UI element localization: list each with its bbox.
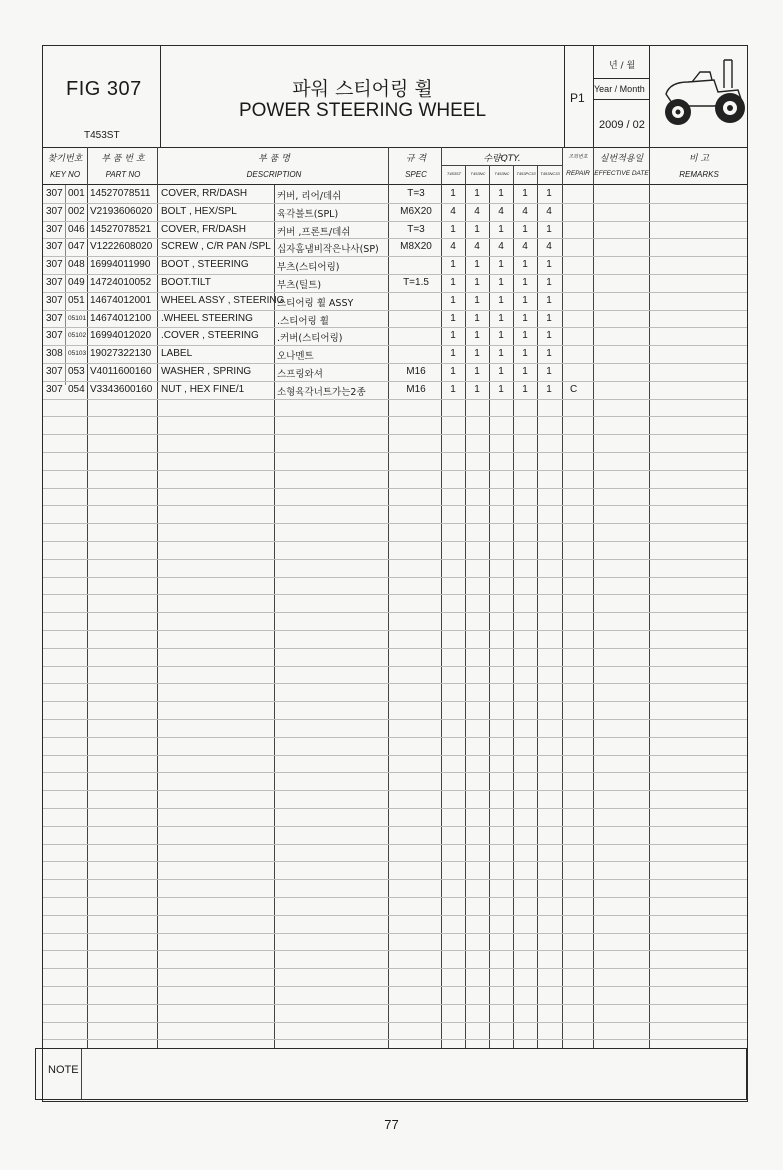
qty-cell: 4 — [522, 205, 528, 217]
desc-ko-cell: 소형육각너트가는2종 — [277, 386, 366, 398]
qty-model-2: T453NC — [470, 171, 486, 176]
part-cell: V2193606020 — [90, 205, 153, 217]
desc-ko-cell: 십자홈냄비작은나사(SP) — [277, 244, 379, 256]
rule-line — [43, 933, 747, 934]
col-remarks-en: REMARKS — [679, 170, 719, 179]
desc-cell: BOOT.TILT — [161, 277, 211, 288]
qty-cell: 1 — [474, 277, 480, 288]
rule-line — [43, 844, 747, 845]
note-label: NOTE — [48, 1064, 79, 1076]
rule-line — [43, 470, 747, 471]
divider-desc-ko — [274, 185, 275, 1048]
rule-line — [43, 203, 747, 204]
qty-cell: 1 — [450, 294, 456, 306]
qty-cell: 4 — [546, 241, 552, 253]
qty-cell: 1 — [450, 188, 456, 199]
qty-cell: 1 — [450, 312, 456, 324]
qty-cell: 4 — [498, 241, 504, 253]
desc-cell: .WHEEL STEERING — [161, 312, 253, 324]
qty-cell: 1 — [450, 366, 456, 377]
qty-cell: 1 — [450, 223, 456, 235]
qty-cell: 1 — [546, 383, 552, 395]
page-number: 77 — [384, 1117, 399, 1132]
qty-cell: 1 — [522, 277, 528, 288]
part-cell: 16994012020 — [90, 330, 152, 342]
rule-line — [43, 292, 747, 293]
desc-ko-cell: 부츠(틸트) — [277, 280, 322, 291]
col-spec-ko: 규 격 — [405, 154, 427, 164]
rule-line — [43, 950, 747, 951]
desc-cell: LABEL — [161, 348, 193, 360]
key-cell: 05101 — [68, 314, 87, 322]
col-eff-en: EFFECTIVE DATE — [594, 170, 649, 177]
qty-cell: 1 — [546, 348, 552, 360]
rule-line — [43, 577, 747, 578]
col-repair-en: REPAIR — [566, 170, 590, 177]
desc-ko-cell: 커버, 리어/데쉬 — [277, 191, 342, 202]
fig-cell: 307 — [46, 277, 63, 288]
col-desc-en: DESCRIPTION — [246, 170, 302, 179]
key-cell: 002 — [68, 205, 85, 217]
rule-line — [43, 559, 747, 560]
part-cell: V4011600160 — [90, 366, 152, 377]
qty-cell: 4 — [450, 205, 456, 217]
qty-cell: 1 — [498, 366, 504, 377]
spec-cell: T=3 — [407, 223, 425, 235]
qty-cell: 1 — [546, 312, 552, 324]
divider-desc-spec — [388, 147, 389, 1048]
qty-cell: 1 — [474, 366, 480, 377]
rule-line — [43, 755, 747, 756]
desc-cell: .COVER , STEERING — [161, 330, 259, 342]
col-key-en: KEY NO — [49, 170, 81, 179]
qty-cell: 1 — [450, 259, 456, 271]
key-cell: 048 — [68, 259, 85, 271]
col-key-ko: 찾기번호 — [47, 154, 83, 164]
rule-line — [43, 434, 747, 435]
part-cell: 19027322130 — [90, 348, 152, 360]
part-cell: 14674012001 — [90, 294, 152, 306]
fig-cell: 307 — [46, 366, 63, 377]
qty-cell: 1 — [546, 277, 552, 288]
qty-model-3: T453NC — [494, 171, 510, 176]
divider-key-part — [87, 147, 88, 1048]
rule-line — [43, 594, 747, 595]
rule-line — [43, 790, 747, 791]
rule-line — [43, 879, 747, 880]
part-cell: 16994011990 — [90, 259, 151, 271]
rule-line — [43, 968, 747, 969]
qty-cell: 1 — [450, 348, 456, 360]
rule-line — [43, 612, 747, 613]
col-spec-en: SPEC — [405, 170, 427, 179]
rule-line — [43, 861, 747, 862]
title-korean: 파워 스티어링 휠 — [292, 78, 433, 100]
qty-cell: 1 — [522, 188, 528, 199]
year-month-ko: 년 / 월 — [609, 61, 636, 71]
key-cell: 001 — [68, 188, 85, 199]
desc-ko-cell: 스티어링 휠 ASSY — [277, 297, 354, 309]
fig-cell: 307 — [46, 312, 63, 324]
rule-line — [43, 826, 747, 827]
rule-line — [43, 452, 747, 453]
qty-cell: 1 — [498, 348, 504, 360]
fig-cell: 307 — [46, 223, 63, 235]
rule-line — [43, 381, 747, 382]
rule-line — [43, 1039, 747, 1040]
divider-spec-qty — [441, 147, 442, 1048]
desc-ko-cell: .스티어링 휠 — [277, 315, 329, 327]
desc-ko-cell: 오나멘트 — [277, 351, 314, 363]
title-english: POWER STEERING WHEEL — [238, 100, 487, 121]
desc-ko-cell: 부츠(스티어링) — [277, 262, 340, 274]
qty-cell: 4 — [546, 205, 552, 217]
rule-line — [43, 541, 747, 542]
desc-cell: COVER, RR/DASH — [161, 188, 248, 199]
tractor-illustration — [652, 50, 746, 132]
qty-cell: 1 — [474, 259, 480, 271]
qty-cell: 1 — [474, 223, 480, 235]
qty-model-5: T453NC33 — [540, 171, 560, 176]
rule-line — [43, 523, 747, 524]
spec-cell: M8X20 — [400, 241, 432, 253]
part-cell: V1222608020 — [90, 241, 153, 253]
qty-cell: 4 — [474, 241, 480, 253]
rule-line — [43, 719, 747, 720]
spec-cell: M6X20 — [400, 205, 432, 217]
divider-fig-key — [65, 185, 66, 385]
desc-cell: NUT , HEX FINE/1 — [161, 383, 245, 395]
rule-line — [43, 772, 747, 773]
fig-cell: 307 — [46, 294, 63, 306]
repair-cell: C — [570, 383, 578, 395]
rule-line — [43, 505, 747, 506]
qty-cell: 1 — [546, 188, 552, 199]
desc-ko-cell: .커버(스티어링) — [277, 333, 343, 345]
qty-cell: 4 — [474, 205, 480, 217]
qty-cell: 1 — [546, 294, 552, 306]
rule-line — [43, 808, 747, 809]
col-eff-ko: 실번적용일 — [599, 154, 644, 164]
rule-line — [43, 274, 747, 275]
key-cell: 05103 — [68, 350, 87, 358]
qty-cell: 1 — [498, 294, 504, 306]
qty-cell: 1 — [522, 294, 528, 306]
desc-cell: BOOT , STEERING — [161, 259, 249, 271]
divider-part-desc — [157, 147, 158, 1048]
qty-cell: 1 — [546, 223, 552, 235]
qty-cell: 1 — [546, 366, 552, 377]
note-divider — [81, 1049, 82, 1099]
fig-cell: 307 — [46, 241, 63, 253]
spec-cell: T=1.5 — [403, 277, 429, 288]
spec-cell: M16 — [406, 366, 426, 377]
fig-cell: 307 — [46, 383, 63, 395]
desc-cell: COVER, FR/DASH — [161, 223, 247, 235]
part-cell: 14724010052 — [90, 277, 152, 288]
col-qty: 수량QTY. — [483, 154, 521, 164]
qty-cell: 1 — [450, 277, 456, 288]
key-cell: 051 — [68, 294, 85, 306]
rule-line — [43, 345, 747, 346]
rule-line — [43, 399, 747, 400]
qty-model-4: T453PC33 — [516, 171, 536, 176]
desc-cell: WHEEL ASSY , STEERING — [161, 294, 285, 306]
part-cell: V3343600160 — [90, 383, 153, 395]
qty-cell: 1 — [474, 188, 480, 199]
rule-line — [43, 666, 747, 667]
qty-cell: 4 — [498, 205, 504, 217]
revision-date: 2009 / 02 — [599, 119, 645, 131]
qty-cell: 1 — [522, 259, 528, 271]
model-code: T453ST — [84, 130, 120, 141]
rule-line — [43, 701, 747, 702]
rule-line — [43, 737, 747, 738]
rule-line — [43, 310, 747, 311]
qty-cell: 1 — [498, 259, 504, 271]
rule-line — [43, 256, 747, 257]
rule-line — [43, 238, 747, 239]
qty-cell: 1 — [522, 312, 528, 324]
rule-line — [43, 915, 747, 916]
divider-qty-repair — [562, 147, 563, 1048]
col-part-ko: 부 품 번 호 — [101, 154, 145, 164]
qty-cell: 1 — [450, 330, 456, 342]
divider-repair-eff — [593, 147, 594, 1048]
fig-number: FIG 307 — [66, 78, 142, 100]
col-repair-ko: 조회번호 — [568, 154, 588, 160]
qty-cell: 1 — [498, 383, 504, 395]
part-cell: 14527078521 — [90, 223, 152, 235]
qty-cell: 1 — [474, 383, 480, 395]
qty-cell: 1 — [522, 348, 528, 360]
rule-line — [43, 986, 747, 987]
rule-line — [43, 648, 747, 649]
desc-ko-cell: 커버 ,프론트/데쉬 — [277, 226, 351, 238]
note-box — [35, 1048, 747, 1100]
spec-cell: M16 — [406, 383, 426, 395]
part-cell: 14674012100 — [90, 312, 152, 324]
qty-cell: 1 — [498, 223, 504, 235]
rule-line — [43, 488, 747, 489]
rule-line — [43, 1022, 747, 1023]
qty-cell: 1 — [474, 330, 480, 342]
qty-cell: 1 — [522, 366, 528, 377]
qty-cell: 1 — [498, 277, 504, 288]
qty-cell: 1 — [498, 312, 504, 324]
col-part-en: PART NO — [105, 170, 141, 179]
key-cell: 053 — [68, 366, 85, 377]
desc-cell: WASHER , SPRING — [161, 366, 252, 377]
rule-line — [43, 221, 747, 222]
key-cell: 046 — [68, 223, 85, 235]
qty-cell: 1 — [474, 348, 480, 360]
fig-cell: 307 — [46, 259, 63, 271]
rule-line — [43, 683, 747, 684]
rule-line — [43, 1004, 747, 1005]
desc-ko-cell: 스프링와셔 — [277, 369, 323, 380]
desc-cell: SCREW , C/R PAN /SPL — [161, 241, 271, 253]
year-month-en: Year / Month — [594, 84, 645, 94]
qty-cell: 4 — [522, 241, 528, 253]
qty-cell: 1 — [450, 383, 456, 395]
desc-cell: BOLT , HEX/SPL — [161, 205, 237, 217]
rule-line — [43, 363, 747, 364]
qty-model-1: T453ST — [446, 171, 462, 176]
desc-ko-cell: 육각볼트(SPL) — [277, 208, 339, 220]
key-cell: 049 — [68, 277, 85, 288]
rule-line — [43, 897, 747, 898]
divider-eff-remarks — [649, 147, 650, 1048]
rule-line — [43, 327, 747, 328]
qty-cell: 4 — [450, 241, 456, 253]
qty-cell: 1 — [498, 330, 504, 342]
qty-sub-divider — [442, 165, 562, 166]
rule-line — [43, 630, 747, 631]
part-cell: 14527078511 — [90, 188, 151, 199]
rule-line — [43, 416, 747, 417]
fig-cell: 307 — [46, 205, 63, 217]
col-desc-ko: 부 품 명 — [258, 154, 290, 164]
spec-cell: T=3 — [407, 188, 425, 199]
qty-cell: 1 — [546, 259, 552, 271]
qty-cell: 1 — [522, 383, 528, 395]
qty-cell: 1 — [546, 330, 552, 342]
qty-cell: 1 — [474, 294, 480, 306]
fig-cell: 307 — [46, 330, 63, 342]
key-cell: 047 — [68, 241, 85, 253]
key-cell: 05102 — [68, 332, 87, 340]
qty-cell: 1 — [498, 188, 504, 199]
qty-cell: 1 — [522, 330, 528, 342]
page-code: P1 — [570, 91, 585, 105]
fig-cell: 307 — [46, 188, 63, 199]
qty-cell: 1 — [474, 312, 480, 324]
col-remarks-ko: 비 고 — [688, 154, 710, 164]
fig-cell: 308 — [46, 348, 63, 360]
key-cell: 054 — [68, 383, 85, 395]
qty-cell: 1 — [522, 223, 528, 235]
